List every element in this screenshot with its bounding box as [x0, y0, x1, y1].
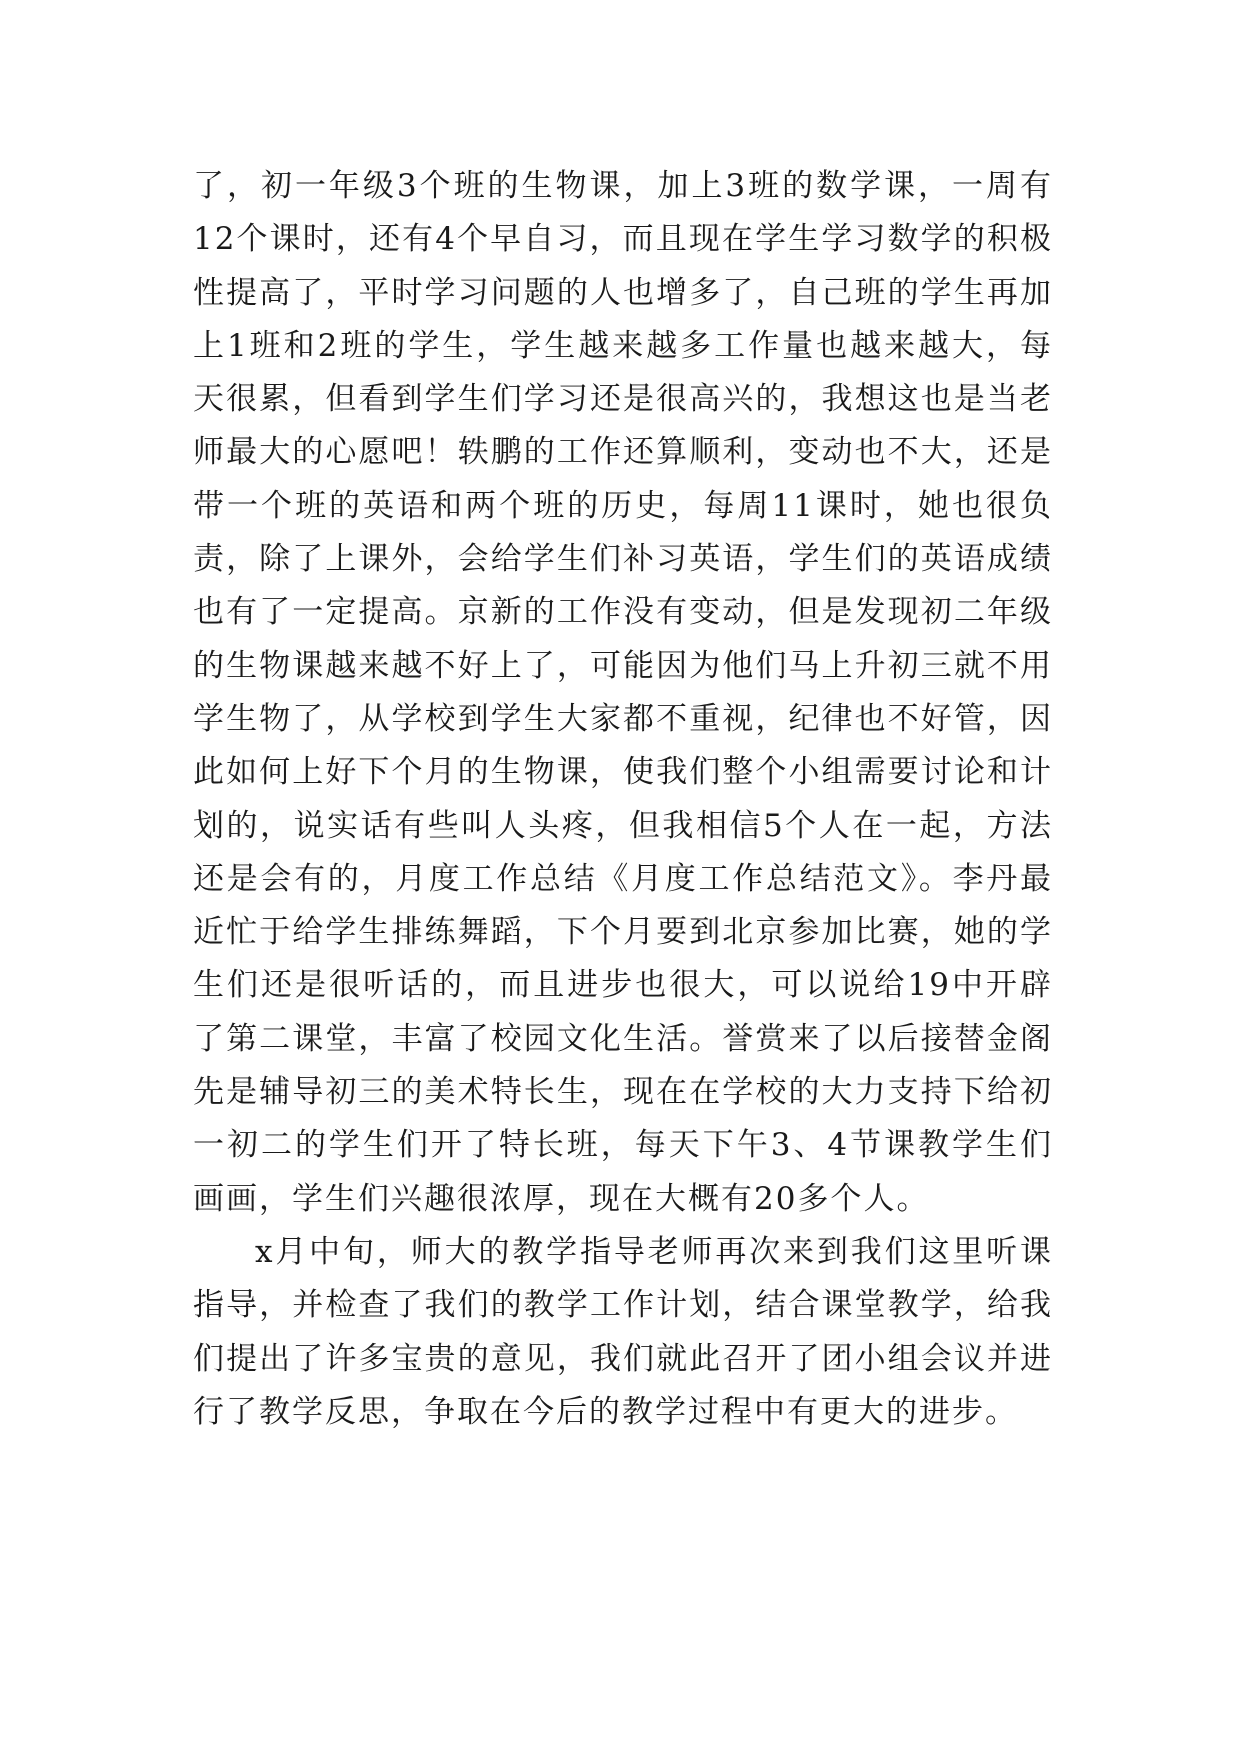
body-paragraph-2: x月中旬，师大的教学指导老师再次来到我们这里听课指导，并检查了我们的教学工作计划，结合课堂教学，给我们提出了许多宝贵的意见，我们就此召开了团小组会议并进行了教学反思，争取在今后的教学过程中有更大的进步。 [193, 1233, 1053, 1430]
document-body [193, 160, 1053, 1439]
body-paragraph-1: 了，初一年级3个班的生物课，加上3班的数学课，一周有12个课时，还有4个早自习，而且现在学生学习数学的积极性提高了，平时学习问题的人也增多了，自己班的学生再加上1班和2班的学生，学生越来越多工作量也越来越大，每天很累，但看到学生们学习还是很高兴的，我想这也是当老师最大的心愿吧！轶鹏的工作还算顺利，变动也不大，还是带一个班的英语和两个班的历史，每周11课时，她也很负责，除了上课外，会给学生们补习英语，学生们的英语成绩也有了一定提高。京新的工作没有变动，但是发现初二年级的生物课越来越不好上了，可能因为他们马上升初三就不用学生物了，从学校到学生大家都不重视，纪律也不好管，因此如何上好下个月的生物课，使我们整个小组需要讨论和计划的，说实话有些叫人头疼，但我相信5个人在一起，方法还是会有的，月度工作总结《月度工作总结范文》。李丹最近忙于给学生排练舞蹈，下个月要到北京参加比赛，她的学生们还是很听话的，而且进步也很大，可以说给19中开辟了第二课堂，丰富了校园文化生活。誉赏来了以后接替金阁先是辅导初三的美术特长生，现在在学校的大力支持下给初一初二的学生们开了特长班，每天下午3、4节课教学生们画画，学生们兴趣很浓厚，现在大概有20多个人。 [193, 168, 1053, 1217]
